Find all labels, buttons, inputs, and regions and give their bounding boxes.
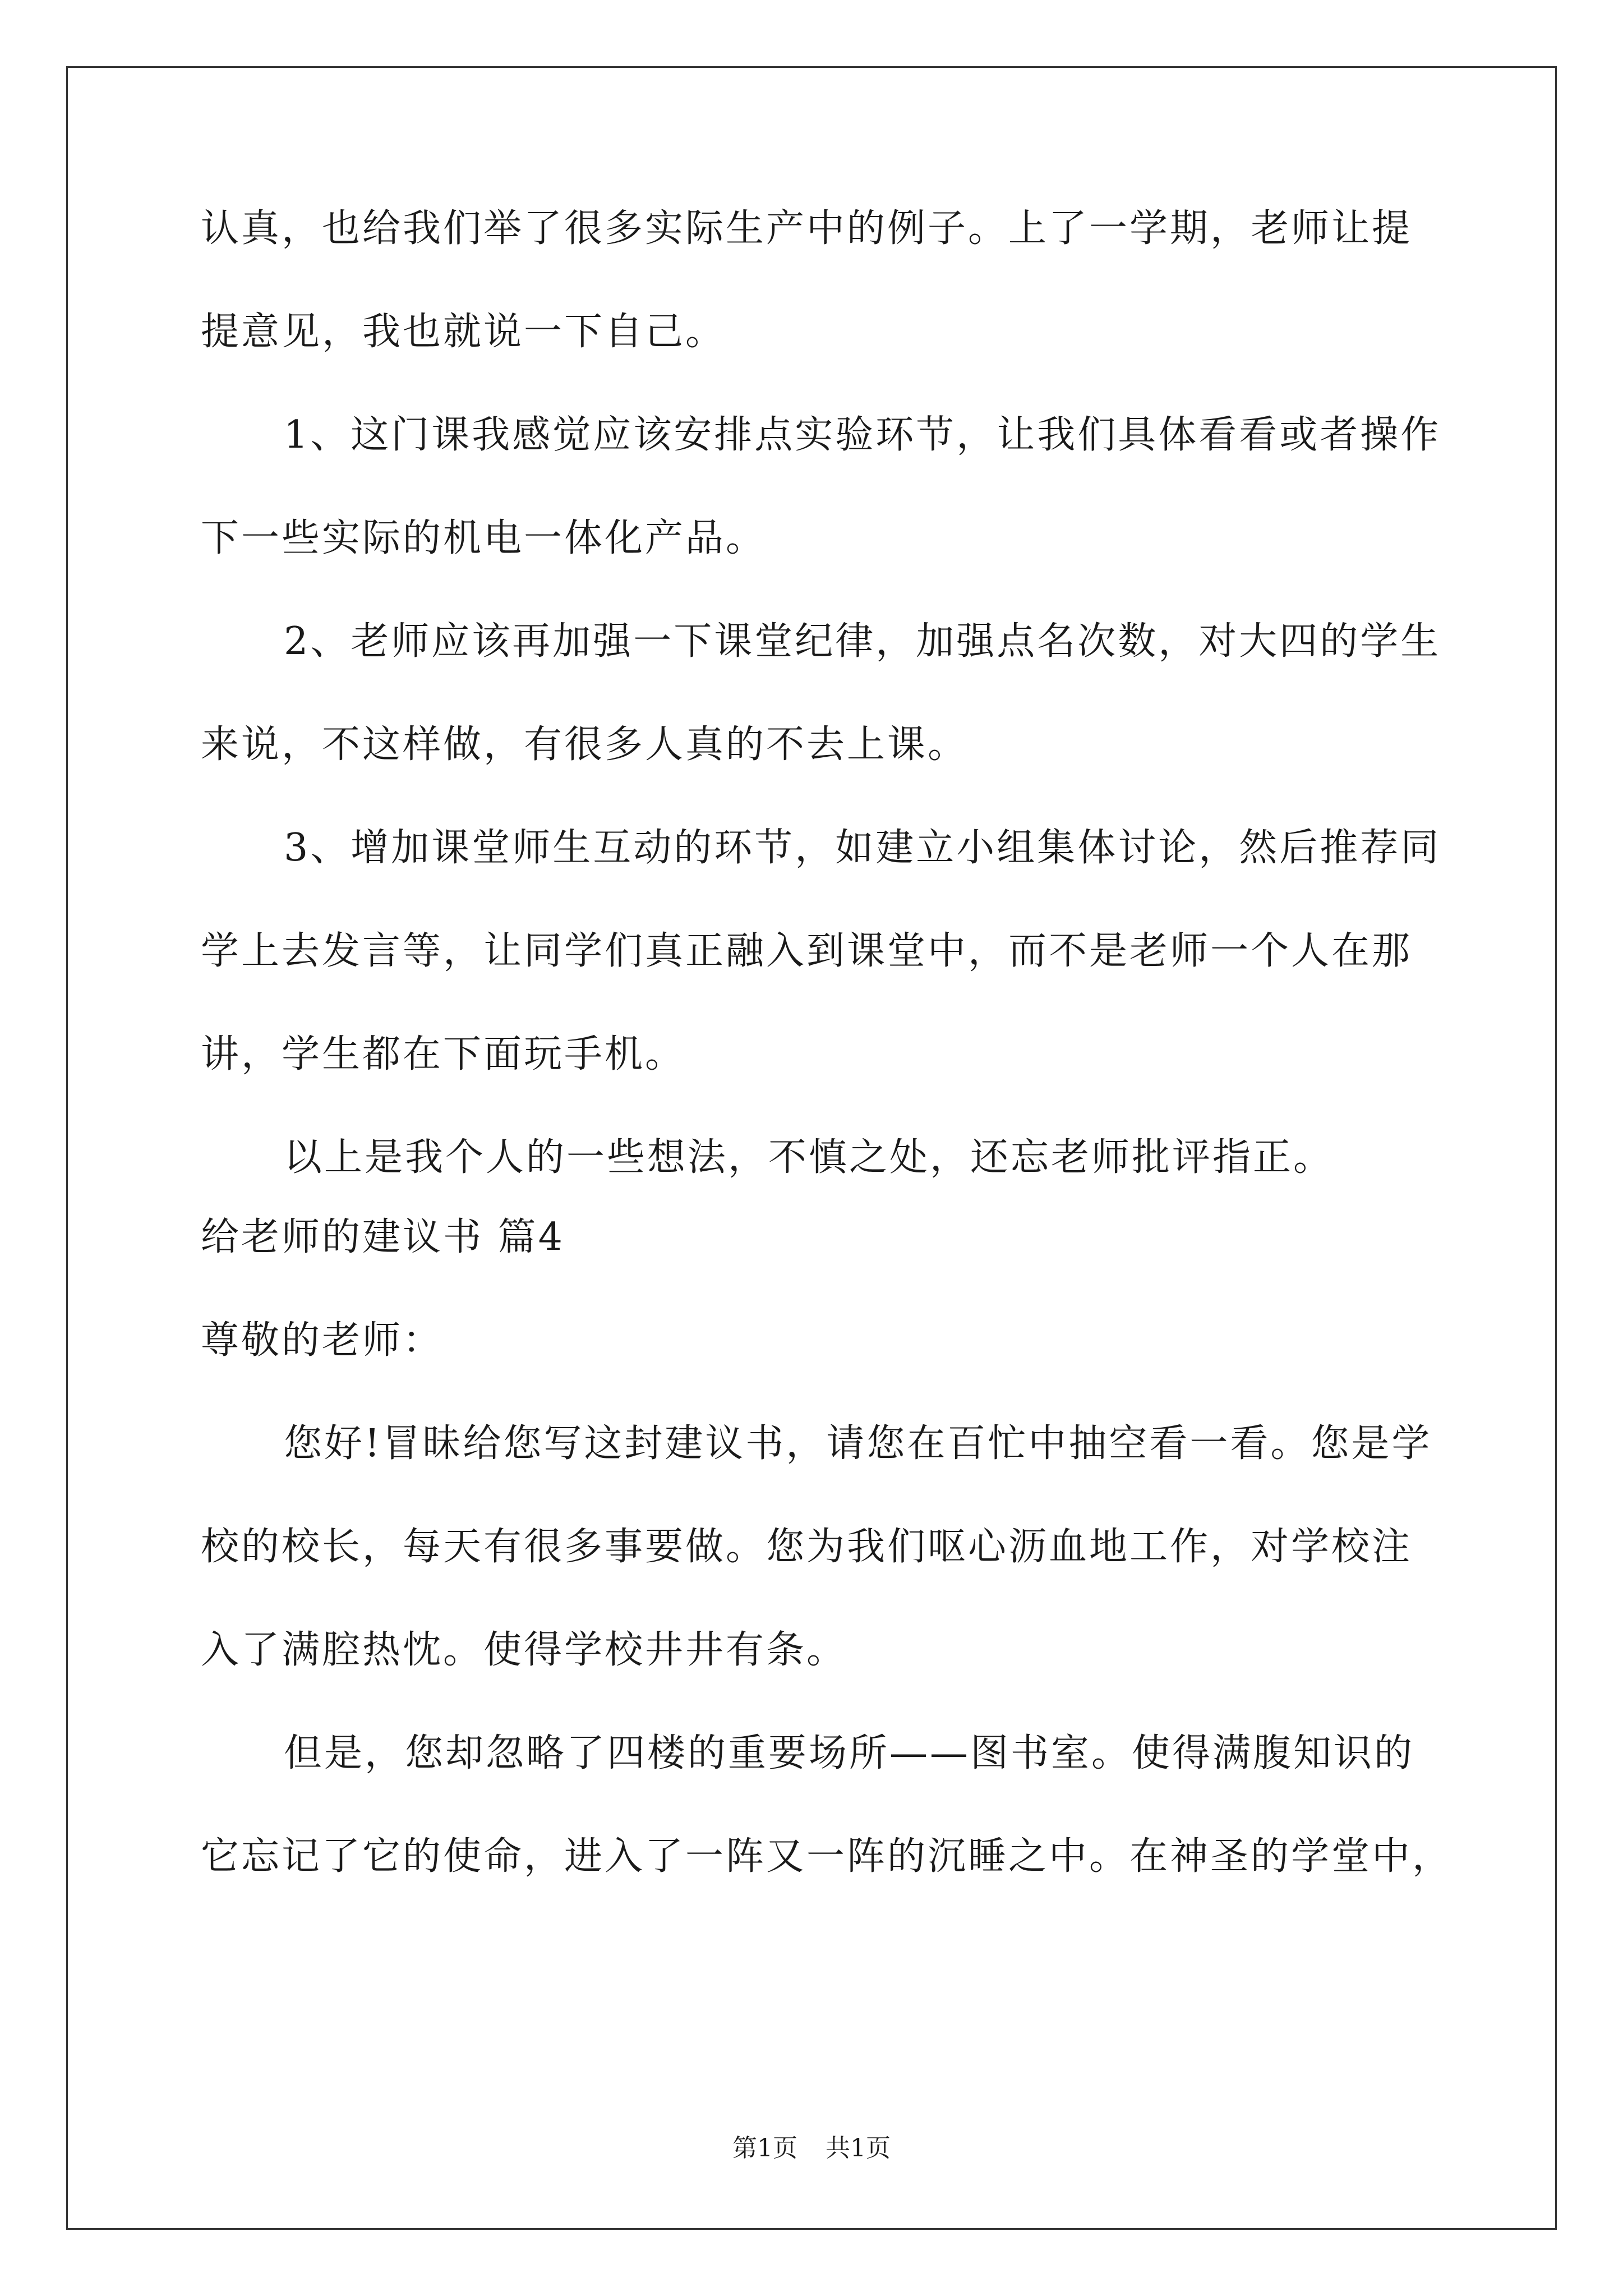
- page-number: 第1页: [732, 2134, 797, 2162]
- section-heading: 给老师的建议书 篇4: [201, 1215, 565, 1259]
- document-body: [201, 202, 1453, 1884]
- text-line: 提意见，我也就说一下自己。: [201, 310, 726, 354]
- text-line: 校的校长，每天有很多事要做。您为我们呕心沥血地工作，对学校注: [201, 1525, 1413, 1569]
- page-total: 共1页: [826, 2134, 891, 2162]
- text-line: 但是，您却忽略了四楼的重要场所——图书室。使得满腹知识的: [284, 1731, 1415, 1775]
- text-line: 来说，不这样做，有很多人真的不去上课。: [201, 723, 969, 767]
- salutation: 尊敬的老师：: [201, 1318, 444, 1363]
- text-line: 入了满腔热忱。使得学校井井有条。: [201, 1628, 847, 1672]
- text-line: 认真，也给我们举了很多实际生产中的例子。上了一学期，老师让提: [201, 206, 1413, 251]
- page-footer: [0, 2132, 1623, 2165]
- text-line: 讲，学生都在下面玩手机。: [201, 1032, 686, 1076]
- text-line: 以上是我个人的一些想法，不慎之处，还忘老师批评指正。: [284, 1135, 1334, 1180]
- text-line: 学上去发言等，让同学们真正融入到课堂中，而不是老师一个人在那: [201, 929, 1413, 973]
- text-line: 2、老师应该再加强一下课堂纪律，加强点名次数，对大四的学生: [284, 619, 1441, 664]
- text-line: 3、增加课堂师生互动的环节，如建立小组集体讨论，然后推荐同: [284, 826, 1441, 870]
- text-line: 下一些实际的机电一体化产品。: [201, 516, 767, 560]
- text-line: 您好!冒昧给您写这封建议书，请您在百忙中抽空看一看。您是学: [284, 1421, 1432, 1466]
- text-line: 1、这门课我感觉应该安排点实验环节，让我们具体看看或者操作: [284, 413, 1441, 457]
- text-line: 它忘记了它的使命，进入了一阵又一阵的沉睡之中。在神圣的学堂中，: [201, 1834, 1453, 1879]
